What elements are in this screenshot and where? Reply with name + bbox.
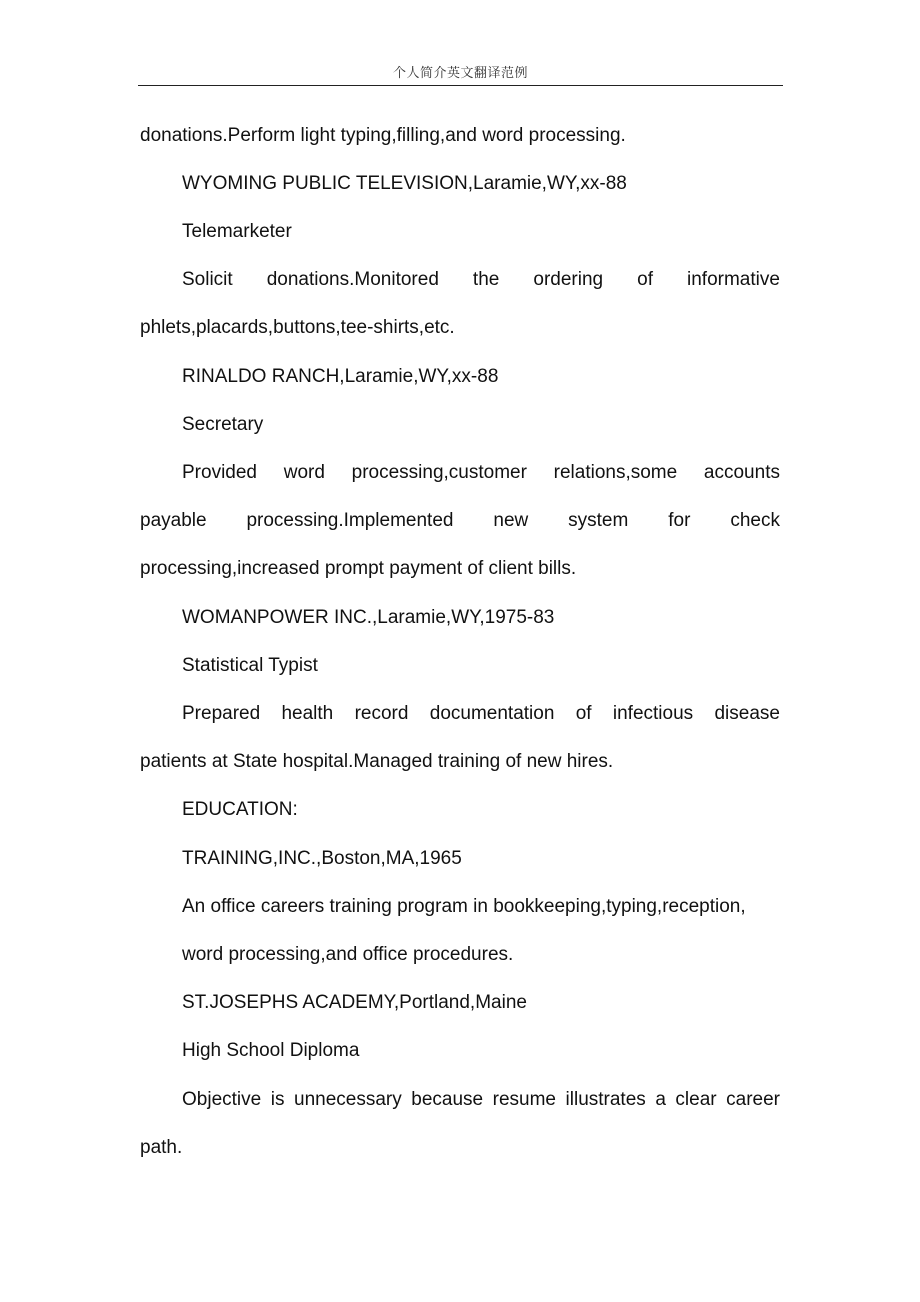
word: because: [411, 1089, 484, 1110]
body-line-justified: [140, 506, 780, 536]
word: relations,some: [553, 462, 678, 483]
word: a: [655, 1089, 666, 1110]
word: unnecessary: [294, 1089, 402, 1110]
word: check: [730, 510, 780, 531]
body-line: WOMANPOWER INC.,Laramie,WY,1975-83: [182, 607, 555, 628]
word: informative: [687, 269, 780, 290]
word: new: [493, 510, 529, 531]
word: processing.Implemented: [246, 510, 454, 531]
body-line: Telemarketer: [182, 221, 292, 242]
word: payable: [140, 510, 207, 531]
body-line: TRAINING,INC.,Boston,MA,1965: [182, 848, 462, 869]
word: resume: [492, 1089, 556, 1110]
word: infectious: [612, 703, 694, 724]
word: processing,customer: [351, 462, 527, 483]
word: ordering: [533, 269, 604, 290]
page-header: [138, 64, 783, 86]
body-line: word processing,and office procedures.: [182, 944, 514, 965]
header-title: 个人简介英文翻译范例: [392, 66, 528, 81]
body-line: Statistical Typist: [182, 655, 318, 676]
word: donations.Monitored: [266, 269, 439, 290]
word: career: [726, 1089, 780, 1110]
word: accounts: [703, 462, 780, 483]
body-line-justified: [182, 1085, 780, 1115]
word: record: [354, 703, 409, 724]
word: documentation: [429, 703, 555, 724]
word: disease: [714, 703, 780, 724]
word: for: [668, 510, 691, 531]
word: Objective: [182, 1089, 262, 1110]
word: illustrates: [565, 1089, 646, 1110]
word: word: [283, 462, 325, 483]
body-line: patients at State hospital.Managed training of new hires.: [140, 751, 614, 772]
body-line: donations.Perform light typing,filling,and word processing.: [140, 125, 626, 146]
body-line: Secretary: [182, 414, 264, 435]
body-line-justified: [182, 458, 780, 488]
word: the: [472, 269, 500, 290]
word: Solicit: [182, 269, 233, 290]
word: Provided: [182, 462, 257, 483]
word: Prepared: [182, 703, 261, 724]
body-line: High School Diploma: [182, 1040, 360, 1061]
body-line: processing,increased prompt payment of client bills.: [140, 558, 577, 579]
body-line: WYOMING PUBLIC TELEVISION,Laramie,WY,xx-88: [182, 173, 627, 194]
body-line-justified: [182, 265, 780, 295]
body-line: An office careers training program in bookkeeping,typing,reception,: [182, 896, 746, 917]
body-line: ST.JOSEPHS ACADEMY,Portland,Maine: [182, 992, 527, 1013]
body-line: RINALDO RANCH,Laramie,WY,xx-88: [182, 366, 499, 387]
body-line-justified: [182, 699, 780, 729]
body-line: path.: [140, 1137, 183, 1158]
word: system: [568, 510, 629, 531]
body-line: EDUCATION:: [182, 799, 298, 820]
word: clear: [675, 1089, 717, 1110]
word: of: [575, 703, 592, 724]
word: is: [270, 1089, 285, 1110]
body-line: phlets,placards,buttons,tee-shirts,etc.: [140, 317, 455, 338]
word: health: [281, 703, 334, 724]
word: of: [637, 269, 653, 290]
